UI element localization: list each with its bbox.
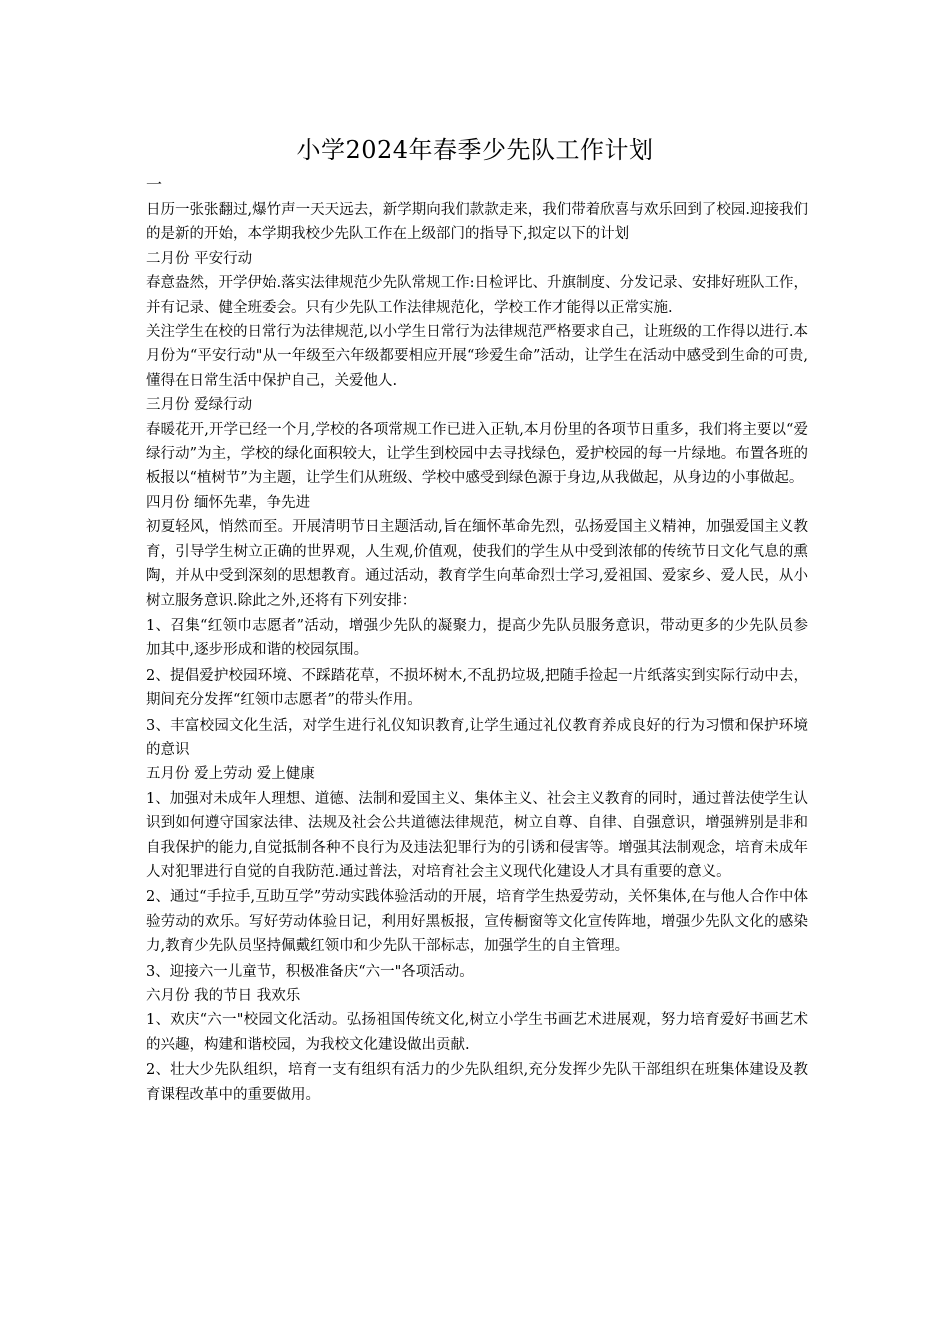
heading-february: 二月份 平安行动: [146, 250, 253, 267]
heading-june: 六月份 我的节日 我欢乐: [146, 988, 301, 1004]
document-body: [146, 198, 808, 1107]
paragraph-intro: 日历一张张翻过,爆竹声一天天远去，新学期向我们款款走来，我们带着欣喜与欢乐回到了校园.迎接我们的是新的开始，本学期我校少先队工作在上级部门的指导下,拟定以下的计划: [146, 202, 808, 243]
document-title: 小学2024年春季少先队工作计划: [296, 136, 654, 164]
list-item-april-3: 3、丰富校园文化生活，对学生进行礼仪知识教育,让学生通过礼仪教育养成良好的行为习惯和保护环境的意识: [146, 717, 808, 758]
paragraph-april: 初夏轻风，悄然而至。开展清明节日主题活动,旨在缅怀革命先烈，弘扬爱国主义精神，加强爱国主义教育，引导学生树立正确的世界观，人生观,价值观，使我们的学生从中受到浓郁的传统节日文化气息的熏陶，并从中受到深刻的思想教育。通过活动，教育学生向革命烈士学习,爱祖国、爱家乡、爱人民，从小树立服务意识.除此之外,还将有下列安排：: [146, 519, 808, 609]
list-item-may-3: 3、迎接六一儿童节，积极准备庆“六一"各项活动。: [146, 963, 474, 980]
paragraph-february-2: 关注学生在校的日常行为法律规范,以小学生日常行为法律规范严格要求自己，让班级的工作得以进行.本月份为“平安行动"从一年级至六年级都要相应开展“珍爱生命”活动，让学生在活动中感受到生命的可贵,懂得在日常生活中保护自己，关爱他人.: [146, 324, 808, 389]
paragraph-march: 春暖花开,开学已经一个月,学校的各项常规工作已进入正轨,本月份里的各项节日重多，我们将主要以“爱绿行动”为主，学校的绿化面积较大，让学生到校园中去寻找绿色，爱护校园的每一片绿地。布置各班的板报以“植树节”为主题，让学生们从班级、学校中感受到绿色源于身边,从我做起，从身边的小事做起。: [146, 421, 808, 487]
heading-march: 三月份 爱绿行动: [146, 397, 253, 414]
paragraph-february-1: 春意盎然，开学伊始.落实法律规范少先队常规工作:日检评比、升旗制度、分发记录、安排好班队工作，并有记录、健全班委会。只有少先队工作法律规范化，学校工作才能得以正常实施.: [146, 275, 808, 316]
section-mark: 一: [146, 175, 163, 194]
list-item-may-2: 2、通过“手拉手,互助互学”劳动实践体验活动的开展，培育学生热爱劳动，关怀集体,在与他人合作中体验劳动的欢乐。写好劳动体验日记，利用好黑板报，宣传橱窗等文化宣传阵地，增强少先队文化的感染力,教育少先队员坚持佩戴红领巾和少先队干部标志，加强学生的自主管理。: [146, 889, 808, 955]
list-item-may-1: 1、加强对未成年人理想、道德、法制和爱国主义、集体主义、社会主义教育的同时，通过普法使学生认识到如何遵守国家法律、法规及社会公共道德法律规范，树立自尊、自律、自强意识，增强辨别是非和自我保护的能力,自觉抵制各种不良行为及违法犯罪行为的引诱和侵害等。增强其法制观念，培育未成年人对犯罪进行自觉的自我防范.通过普法，对培育社会主义现代化建设人才具有重要的意义。: [146, 790, 808, 880]
heading-april: 四月份 缅怀先辈，争先进: [146, 494, 311, 511]
list-item-april-1: 1、召集“红领巾志愿者”活动，增强少先队的凝聚力，提高少先队员服务意识，带动更多的少先队员参加其中,逐步形成和谐的校园氛围。: [146, 617, 808, 659]
list-item-june-1: 1、欢庆“六一"校园文化活动。弘扬祖国传统文化,树立小学生书画艺术进展观，努力培育爱好书画艺术的兴趣，构建和谐校园，为我校文化建设做出贡献.: [146, 1012, 808, 1053]
heading-may: 五月份 爱上劳动 爱上健康: [146, 766, 315, 783]
list-item-june-2: 2、壮大少先队组织，培育一支有组织有活力的少先队组织,充分发挥少先队干部组织在班集体建设及教育课程改革中的重要做用。: [146, 1062, 808, 1103]
list-item-april-2: 2、提倡爱护校园环境、不踩踏花草，不损坏树木,不乱扔垃圾,把随手捡起一片纸落实到实际行动中去，期间充分发挥“红领巾志愿者”的带头作用。: [146, 667, 808, 709]
